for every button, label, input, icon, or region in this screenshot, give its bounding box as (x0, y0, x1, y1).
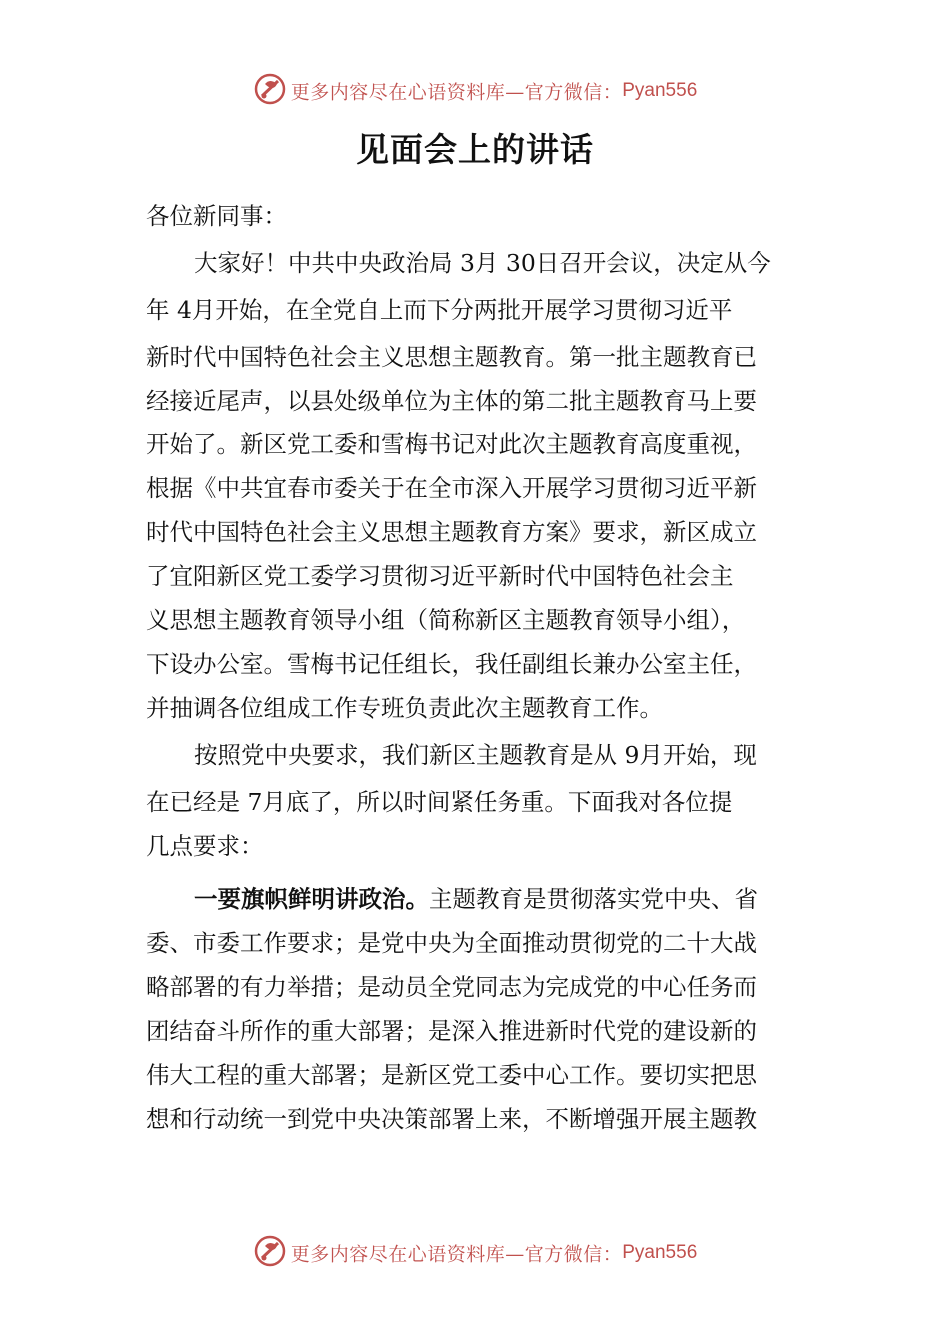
section-text: 主题教育是贯彻落实党中央、省 (429, 885, 758, 913)
paragraph-line: 义思想主题教育领导小组（简称新区主题教育领导小组）， (146, 606, 746, 634)
salutation: 各位新同事： (146, 202, 287, 230)
paragraph-line: 并抽调各位组成工作专班负责此次主题教育工作。 (146, 694, 663, 722)
paragraph-line: 大家好！中共中央政治局 3月 30日召开会议，决定从今 (194, 249, 771, 277)
paragraph-line: 经接近尾声，以县处级单位为主体的第二批主题教育马上要 (146, 387, 757, 415)
paragraph-line: 在已经是 7月底了，所以时间紧任务重。下面我对各位提 (146, 788, 733, 816)
logo-icon (253, 72, 287, 106)
paragraph-line: 开始了。新区党工委和雪梅书记对此次主题教育高度重视， (146, 430, 757, 458)
paragraph-line: 根据《中共宜春市委关于在全市深入开展学习贯彻习近平新 (146, 474, 757, 502)
header-watermark-banner (0, 74, 950, 108)
paragraph-line: 委、市委工作要求；是党中央为全面推动贯彻党的二十大战 (146, 929, 757, 957)
paragraph-line: 年 4月开始，在全党自上而下分两批开展学习贯彻习近平 (146, 296, 733, 324)
footer-watermark-banner (0, 1236, 950, 1270)
page-title: 见面会上的讲话 (356, 130, 594, 169)
paragraph-line: 几点要求： (146, 832, 264, 860)
wechat-id: Pyan556 (622, 1242, 698, 1263)
paragraph-line (194, 880, 758, 914)
paragraph-line: 伟大工程的重大部署；是新区党工委中心工作。要切实把思 (146, 1061, 757, 1089)
banner-text: 更多内容尽在心语资料库—官方微信： (290, 81, 623, 104)
paragraph-line: 按照党中央要求，我们新区主题教育是从 9月开始，现 (194, 741, 757, 769)
paragraph-line: 了宜阳新区党工委学习贯彻习近平新时代中国特色社会主 (146, 562, 734, 590)
logo-icon (253, 1234, 287, 1268)
paragraph-line: 想和行动统一到党中央决策部署上来，不断增强开展主题教 (146, 1105, 757, 1133)
paragraph-line: 团结奋斗所作的重大部署；是深入推进新时代党的建设新的 (146, 1017, 757, 1045)
banner-text: 更多内容尽在心语资料库—官方微信： (290, 1243, 623, 1266)
paragraph-line: 时代中国特色社会主义思想主题教育方案》要求，新区成立 (146, 518, 757, 546)
section-heading: 一要旗帜鲜明讲政治。 (194, 885, 429, 913)
paragraph-line: 下设办公室。雪梅书记任组长，我任副组长兼办公室主任， (146, 650, 757, 678)
paragraph-line: 略部署的有力举措；是动员全党同志为完成党的中心任务而 (146, 973, 757, 1001)
paragraph-line: 新时代中国特色社会主义思想主题教育。第一批主题教育已 (146, 343, 757, 371)
wechat-id: Pyan556 (622, 80, 698, 101)
